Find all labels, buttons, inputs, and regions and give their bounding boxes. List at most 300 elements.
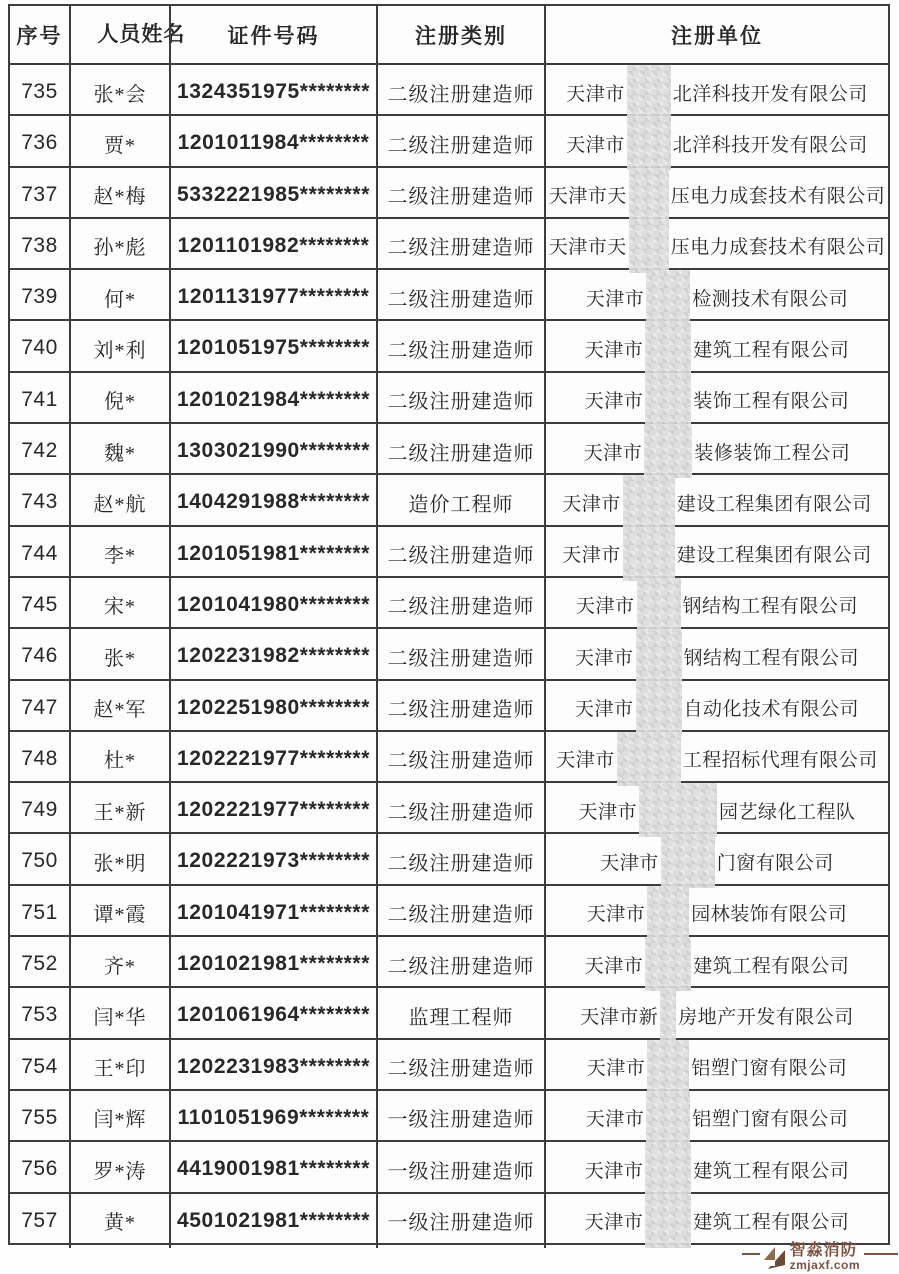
company-suffix: 门窗有限公司 (716, 852, 834, 874)
table-row (10, 935, 888, 986)
company-cell (544, 834, 888, 888)
id-number-cell (169, 988, 376, 1042)
privacy-blur-block (617, 732, 681, 786)
id-number-cell (169, 629, 376, 683)
name-value: 齐* (104, 955, 136, 978)
seq-cell (10, 116, 69, 170)
company-suffix: 北洋科技开发有限公司 (672, 134, 868, 156)
table-row (10, 832, 888, 883)
category-value: 二级注册建造师 (387, 237, 535, 260)
id-number-cell (169, 834, 376, 888)
watermark (742, 1243, 898, 1272)
name-cell (69, 527, 169, 581)
header-seq (10, 6, 69, 63)
company-prefix: 天津市 (584, 1212, 644, 1234)
name-cell (69, 988, 169, 1042)
header-seq-label: 序号 (16, 23, 63, 48)
id-number-cell (169, 270, 376, 324)
company-suffix: 建筑工程有限公司 (693, 1212, 850, 1234)
seq-value: 752 (21, 952, 58, 976)
seq-cell (10, 527, 69, 581)
seq-value: 746 (21, 644, 58, 668)
registered-personnel-table (8, 4, 890, 1245)
company-cell (544, 886, 888, 940)
seq-value: 756 (21, 1157, 58, 1181)
table-row (10, 319, 888, 370)
seq-cell (10, 1091, 69, 1145)
id-number-value: 1201041980******** (177, 592, 370, 616)
category-cell (376, 424, 544, 478)
header-company-label: 注册单位 (671, 23, 763, 48)
company-cell (544, 783, 888, 837)
company-prefix: 天津市 (566, 83, 625, 105)
company-cell (544, 1091, 888, 1145)
category-value: 二级注册建造师 (387, 801, 535, 824)
watermark-brand: 智淼消防 (789, 1241, 858, 1259)
company-cell (544, 116, 888, 170)
seq-cell (10, 834, 69, 888)
company-prefix: 天津市 (566, 134, 625, 156)
table-row (10, 114, 888, 165)
name-cell (69, 475, 169, 529)
category-cell (376, 1194, 544, 1248)
seq-value: 738 (21, 233, 58, 257)
id-number-cell (169, 1040, 376, 1094)
company-cell (544, 168, 888, 222)
seq-cell (10, 373, 69, 427)
name-value: 李* (104, 545, 136, 568)
header-name (69, 6, 186, 63)
company-suffix: 钢结构工程有限公司 (682, 596, 859, 618)
name-cell (69, 270, 169, 324)
company-prefix: 天津市 (574, 647, 634, 669)
company-cell (544, 732, 888, 786)
category-cell (376, 1142, 544, 1196)
seq-value: 749 (21, 798, 58, 822)
company-cell (544, 578, 888, 632)
id-number-cell (169, 1091, 376, 1145)
category-value: 二级注册建造师 (387, 339, 535, 362)
category-value: 二级注册建造师 (387, 83, 535, 106)
table-row (10, 781, 888, 832)
name-cell (69, 219, 169, 273)
seq-value: 744 (21, 541, 58, 565)
category-value: 监理工程师 (408, 1006, 514, 1029)
name-value: 赵*军 (93, 699, 147, 722)
category-cell (376, 65, 544, 119)
seq-cell (10, 988, 69, 1042)
id-number-cell (169, 219, 376, 273)
company-prefix: 天津市 (585, 1109, 645, 1131)
id-number-value: 1201051975******** (177, 336, 370, 360)
id-number-cell (169, 116, 376, 170)
category-cell (376, 1091, 544, 1145)
seq-cell (10, 629, 69, 683)
privacy-blur-block (645, 937, 691, 991)
id-number-value: 4501021981******** (177, 1208, 370, 1232)
table-row (10, 1089, 888, 1140)
id-number-cell (169, 783, 376, 837)
watermark-right-rule (864, 1253, 898, 1255)
name-value: 赵*航 (93, 493, 147, 516)
name-cell (69, 681, 169, 735)
company-cell (544, 629, 888, 683)
privacy-blur-block (623, 527, 675, 581)
company-prefix: 天津市 (574, 699, 634, 721)
company-suffix: 园艺绿化工程队 (719, 801, 856, 823)
privacy-blur-block (627, 116, 671, 170)
table-row (10, 1038, 888, 1089)
watermark-domain: zmjaxf.com (789, 1258, 860, 1273)
table-row (10, 371, 888, 422)
company-cell (544, 321, 888, 375)
category-value: 二级注册建造师 (387, 699, 535, 722)
category-value: 二级注册建造师 (387, 134, 535, 157)
table-row (10, 217, 888, 268)
company-prefix: 天津市 (586, 904, 646, 926)
company-suffix: 装饰工程有限公司 (693, 391, 850, 413)
company-suffix: 建筑工程有限公司 (693, 1160, 850, 1182)
seq-cell (10, 270, 69, 324)
table-row (10, 268, 888, 319)
company-cell (544, 937, 888, 991)
company-cell (544, 988, 888, 1042)
category-value: 二级注册建造师 (387, 288, 535, 311)
company-prefix: 天津市 (556, 750, 615, 772)
watermark-text (790, 1243, 860, 1272)
company-cell (544, 1040, 888, 1094)
company-prefix: 天津市 (600, 852, 659, 874)
id-number-cell (169, 475, 376, 529)
header-id-number (169, 6, 376, 63)
name-cell (69, 168, 169, 222)
company-suffix: 建设工程集团有限公司 (676, 493, 872, 515)
privacy-blur-block (660, 988, 676, 1042)
privacy-blur-block (644, 424, 692, 478)
category-cell (376, 270, 544, 324)
category-value: 一级注册建造师 (387, 1212, 535, 1235)
category-cell (376, 1040, 544, 1094)
seq-value: 750 (21, 849, 58, 873)
id-number-value: 1201101982******** (177, 233, 370, 257)
company-suffix: 自动化技术有限公司 (683, 699, 860, 721)
name-value: 刘*利 (93, 339, 147, 362)
privacy-blur-block (627, 65, 671, 119)
company-suffix: 钢结构工程有限公司 (683, 647, 860, 669)
seq-cell (10, 681, 69, 735)
company-suffix: 建设工程集团有限公司 (676, 545, 872, 567)
category-value: 造价工程师 (408, 493, 514, 516)
seq-value: 742 (21, 439, 58, 463)
company-suffix: 装修装饰工程公司 (694, 442, 851, 464)
name-value: 赵*梅 (93, 186, 147, 209)
id-number-cell (169, 937, 376, 991)
name-value: 何* (104, 288, 136, 311)
category-cell (376, 168, 544, 222)
company-prefix: 天津市 (584, 391, 644, 413)
table-row (10, 525, 888, 576)
header-name-label: 人员姓名 (97, 21, 186, 46)
name-value: 闫*华 (93, 1006, 147, 1029)
company-suffix: 园林装饰有限公司 (691, 904, 848, 926)
company-prefix: 天津市 (586, 1058, 646, 1080)
category-cell (376, 783, 544, 837)
id-number-value: 1201051981******** (177, 541, 370, 565)
company-prefix: 天津市天 (548, 186, 627, 208)
id-number-cell (169, 1194, 376, 1248)
company-prefix: 天津市 (575, 596, 635, 618)
seq-value: 739 (21, 285, 58, 309)
company-suffix: 工程招标代理有限公司 (682, 750, 878, 772)
id-number-value: 1202231982******** (177, 644, 370, 668)
privacy-blur-block (636, 629, 682, 683)
company-prefix: 天津市 (584, 339, 644, 361)
privacy-blur-block (629, 168, 669, 222)
seq-cell (10, 886, 69, 940)
id-number-value: 1404291988******** (177, 490, 370, 514)
seq-cell (10, 1194, 69, 1248)
name-value: 王*印 (93, 1058, 147, 1081)
privacy-blur-block (637, 578, 681, 632)
seq-value: 743 (21, 490, 58, 514)
category-cell (376, 527, 544, 581)
name-value: 罗*涛 (93, 1160, 147, 1183)
id-number-cell (169, 424, 376, 478)
privacy-blur-block (645, 1142, 691, 1196)
company-suffix: 检测技术有限公司 (692, 288, 849, 310)
seq-cell (10, 1142, 69, 1196)
category-cell (376, 681, 544, 735)
table-row (10, 1140, 888, 1191)
company-prefix: 天津市 (584, 955, 644, 977)
company-prefix: 天津市 (562, 545, 621, 567)
seq-value: 748 (21, 746, 58, 770)
name-value: 张* (104, 647, 136, 670)
table-row (10, 422, 888, 473)
header-id-number-label: 证件号码 (227, 23, 320, 48)
category-value: 一级注册建造师 (387, 1109, 535, 1132)
privacy-blur-block (647, 1040, 689, 1094)
name-value: 宋* (104, 596, 136, 619)
company-cell (544, 270, 888, 324)
table-row (10, 679, 888, 730)
name-value: 张*明 (93, 852, 147, 875)
privacy-blur-block (645, 373, 691, 427)
name-cell (69, 424, 169, 478)
company-prefix: 天津市 (584, 1160, 644, 1182)
id-number-cell (169, 527, 376, 581)
company-cell (544, 373, 888, 427)
name-cell (69, 629, 169, 683)
id-number-value: 1201021981******** (177, 952, 370, 976)
privacy-blur-block (661, 834, 715, 888)
seq-value: 745 (21, 592, 58, 616)
privacy-blur-block (636, 681, 682, 735)
name-value: 倪* (104, 391, 136, 414)
company-prefix: 天津市 (583, 442, 643, 464)
category-cell (376, 321, 544, 375)
name-value: 黄* (104, 1212, 136, 1235)
company-suffix: 压电力成套技术有限公司 (670, 186, 886, 208)
category-cell (376, 988, 544, 1042)
company-suffix: 建筑工程有限公司 (693, 955, 850, 977)
id-number-value: 1202251980******** (177, 695, 370, 719)
id-number-cell (169, 168, 376, 222)
seq-value: 755 (21, 1105, 58, 1129)
privacy-blur-block (646, 270, 690, 324)
seq-value: 737 (21, 182, 58, 206)
category-value: 二级注册建造师 (387, 596, 535, 619)
seq-cell (10, 732, 69, 786)
name-value: 贾* (104, 134, 136, 157)
table-row (10, 166, 888, 217)
privacy-blur-block (623, 475, 675, 529)
seq-cell (10, 424, 69, 478)
id-number-value: 4419001981******** (177, 1157, 370, 1181)
id-number-cell (169, 65, 376, 119)
table-header-row (10, 6, 888, 63)
company-cell (544, 527, 888, 581)
name-cell (69, 886, 169, 940)
category-cell (376, 937, 544, 991)
table-row (10, 576, 888, 627)
company-prefix: 天津市新 (580, 1006, 659, 1028)
table-row (10, 473, 888, 524)
id-number-value: 1201021984******** (177, 387, 370, 411)
company-cell (544, 1142, 888, 1196)
id-number-cell (169, 1142, 376, 1196)
category-cell (376, 475, 544, 529)
id-number-value: 1202221977******** (177, 798, 370, 822)
seq-value: 741 (21, 387, 58, 411)
id-number-value: 1201061964******** (177, 1003, 370, 1027)
id-number-cell (169, 578, 376, 632)
company-suffix: 铝塑门窗有限公司 (692, 1109, 849, 1131)
brand-logo-icon (763, 1245, 787, 1271)
name-cell (69, 373, 169, 427)
name-value: 孙*彪 (93, 237, 147, 260)
category-cell (376, 219, 544, 273)
name-cell (69, 65, 169, 119)
category-cell (376, 732, 544, 786)
name-value: 魏* (104, 442, 136, 465)
category-value: 一级注册建造师 (387, 1160, 535, 1183)
company-prefix: 天津市 (585, 288, 645, 310)
company-cell (544, 681, 888, 735)
company-prefix: 天津市 (562, 493, 621, 515)
table-row (10, 986, 888, 1037)
table-row (10, 1192, 888, 1243)
name-cell (69, 578, 169, 632)
privacy-blur-block (639, 783, 717, 837)
id-number-value: 1324351975******** (177, 80, 370, 103)
watermark-left-rule (742, 1253, 760, 1255)
id-number-value: 1202221977******** (177, 746, 370, 770)
seq-cell (10, 168, 69, 222)
company-cell (544, 424, 888, 478)
id-number-cell (169, 886, 376, 940)
header-category-label: 注册类别 (415, 23, 507, 48)
category-cell (376, 116, 544, 170)
category-value: 二级注册建造师 (387, 186, 535, 209)
id-number-value: 1201131977******** (177, 285, 370, 309)
name-value: 闫*辉 (93, 1109, 147, 1132)
name-value: 谭*霞 (93, 904, 147, 927)
seq-value: 751 (21, 900, 58, 924)
header-category (376, 6, 544, 63)
seq-cell (10, 783, 69, 837)
name-cell (69, 1142, 169, 1196)
name-cell (69, 937, 169, 991)
category-cell (376, 834, 544, 888)
category-cell (376, 373, 544, 427)
id-number-cell (169, 681, 376, 735)
privacy-blur-block (645, 1194, 691, 1248)
seq-value: 735 (21, 80, 58, 103)
category-value: 二级注册建造师 (387, 442, 535, 465)
seq-cell (10, 578, 69, 632)
seq-cell (10, 937, 69, 991)
id-number-cell (169, 373, 376, 427)
seq-cell (10, 65, 69, 119)
privacy-blur-block (647, 886, 689, 940)
category-value: 二级注册建造师 (387, 647, 535, 670)
category-value: 二级注册建造师 (387, 545, 535, 568)
seq-value: 740 (21, 336, 58, 360)
company-prefix: 天津市 (578, 801, 637, 823)
table-row (10, 730, 888, 781)
privacy-blur-block (629, 219, 669, 273)
company-prefix: 天津市天 (548, 237, 627, 259)
header-company (544, 6, 888, 63)
name-cell (69, 116, 169, 170)
id-number-value: 1303021990******** (177, 439, 370, 463)
privacy-blur-block (646, 1091, 690, 1145)
category-value: 二级注册建造师 (387, 750, 535, 773)
name-cell (69, 732, 169, 786)
category-value: 二级注册建造师 (387, 1058, 535, 1081)
seq-cell (10, 321, 69, 375)
company-cell (544, 219, 888, 273)
seq-cell (10, 1040, 69, 1094)
name-value: 杜* (104, 750, 136, 773)
category-value: 二级注册建造师 (387, 852, 535, 875)
name-cell (69, 834, 169, 888)
seq-value: 753 (21, 1003, 58, 1027)
category-value: 二级注册建造师 (387, 391, 535, 414)
table-row (10, 884, 888, 935)
id-number-value: 5332221985******** (177, 182, 370, 206)
name-cell (69, 1194, 169, 1248)
id-number-cell (169, 321, 376, 375)
category-cell (376, 578, 544, 632)
privacy-blur-block (645, 321, 691, 375)
seq-cell (10, 219, 69, 273)
company-cell (544, 1194, 888, 1248)
seq-value: 747 (21, 695, 58, 719)
name-cell (69, 1091, 169, 1145)
company-suffix: 北洋科技开发有限公司 (672, 83, 868, 105)
category-value: 二级注册建造师 (387, 904, 535, 927)
company-cell (544, 475, 888, 529)
name-cell (69, 321, 169, 375)
company-suffix: 铝塑门窗有限公司 (691, 1058, 848, 1080)
seq-cell (10, 475, 69, 529)
company-suffix: 压电力成套技术有限公司 (670, 237, 886, 259)
category-value: 二级注册建造师 (387, 955, 535, 978)
name-value: 王*新 (93, 801, 147, 824)
company-suffix: 房地产开发有限公司 (678, 1006, 854, 1028)
